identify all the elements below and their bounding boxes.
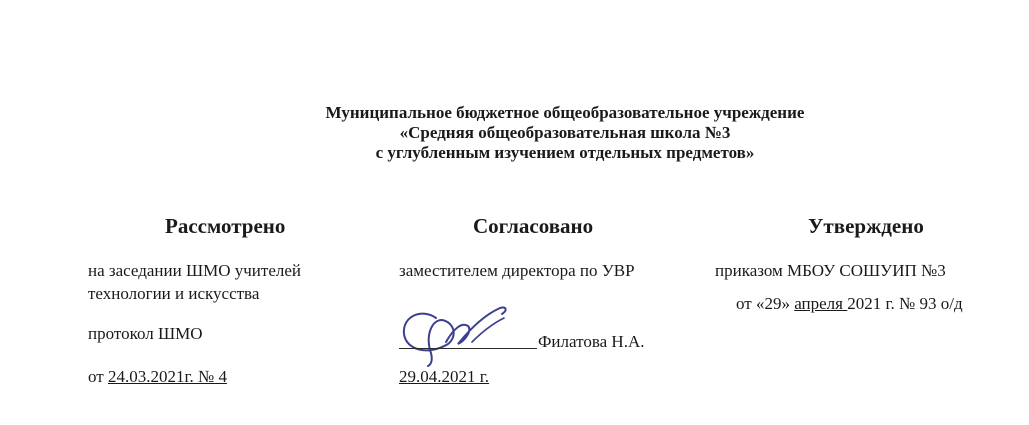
header-line-2: «Средняя общеобразовательная школа №3 (399, 123, 731, 142)
institution-header (0, 103, 1029, 163)
reviewed-date-prefix: от (88, 367, 108, 386)
reviewed-date (88, 367, 227, 387)
signature-image (396, 298, 521, 368)
reviewed-line-1: на заседании ШМО учителей (88, 261, 302, 280)
agreed-title: Согласовано (473, 214, 594, 238)
approved-title: Утверждено (808, 214, 924, 238)
approved-suffix: 2021 г. № 93 о/д (847, 294, 963, 313)
header-line-3: с углубленным изучением отдельных предметов» (375, 143, 755, 162)
header-line-1: Муниципальное бюджетное общеобразовательное учреждение (325, 103, 805, 122)
approved-prefix: от «29» (736, 294, 795, 313)
signature-line (399, 348, 537, 349)
agreed-date: 29.04.2021 г. (399, 367, 490, 386)
reviewed-line-3: протокол ШМО (88, 324, 203, 343)
reviewed-line-2: технологии и искусства (88, 284, 260, 303)
reviewed-date-value: 24.03.2021г. № 4 (107, 367, 227, 386)
approved-month: апреля (794, 294, 848, 313)
agreed-name: Филатова Н.А. (538, 332, 645, 351)
approved-date (736, 294, 963, 314)
reviewed-title: Рассмотрено (165, 214, 286, 238)
agreed-line-1: заместителем директора по УВР (399, 261, 635, 280)
approved-line-1: приказом МБОУ СОШУИП №3 (715, 261, 946, 280)
